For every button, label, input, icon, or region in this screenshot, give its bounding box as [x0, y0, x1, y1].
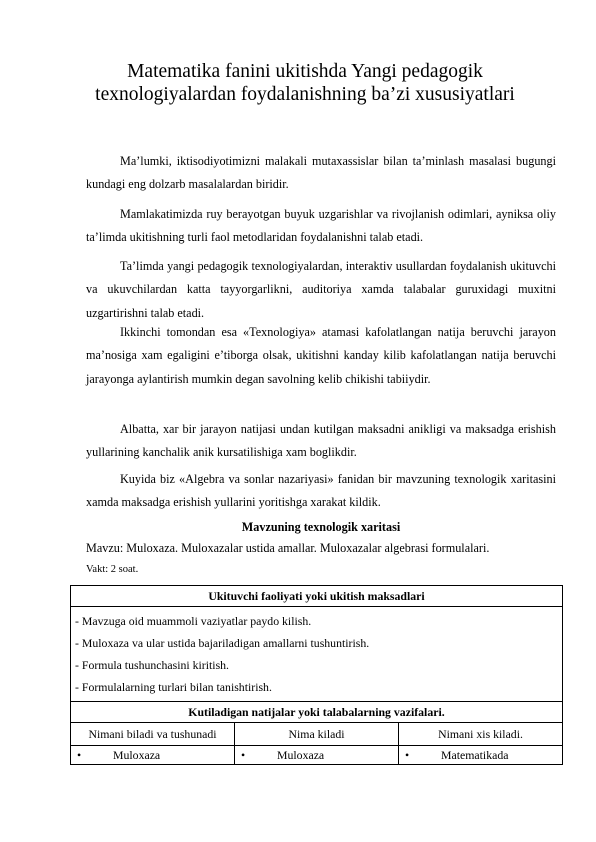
- goal-item: - Formula tushunchasini kiritish.: [75, 658, 230, 672]
- cell-text: Muloxaza: [113, 747, 161, 762]
- table-row: [71, 746, 563, 765]
- table-cell: [71, 746, 235, 765]
- document-title: Matematika fanini ukitishda Yangi pedagogik texnologiyalardan foydalanishning ba’zi xususiyatlari: [95, 61, 515, 105]
- paragraph-5: Albatta, xar bir jarayon natijasi undan kutilgan maksadni anikligi va maksadga erishish yullarining kanchalik anik kursatilishiga xam boglikdir.: [86, 422, 556, 460]
- paragraph-2: Mamlakatimizda ruy berayotgan buyuk uzgarishlar va rivojlanish odimlari, ayniksa oliy ta’limda ukitishning turli faol metodlaridan foydalanishni talab etadi.: [86, 207, 556, 245]
- goal-item: - Formulalarning turlari bilan tanishtirish.: [75, 680, 272, 694]
- topic-line: Mavzu: Muloxaza. Muloxazalar ustida amallar. Muloxazalar algebrasi formulalari.: [86, 541, 490, 555]
- goal-item: - Mavzuga oid muammoli vaziyatlar paydo kilish.: [75, 614, 312, 628]
- time-line: Vakt: 2 soat.: [86, 564, 139, 575]
- table-goals-cell: [71, 607, 563, 702]
- paragraph-1: Ma’lumki, iktisodiyotimizni malakali mutaxassislar bilan ta’minlash masalasi bugungi kundagi eng dolzarb masalalardan biridir.: [86, 154, 556, 192]
- cell-text: Muloxaza: [277, 747, 325, 762]
- bullet-icon: •: [405, 747, 410, 762]
- column-header-does: Nima kiladi: [235, 723, 399, 746]
- cell-text: Matematikada: [441, 747, 509, 762]
- section-heading: Mavzuning texnologik xaritasi: [241, 520, 401, 534]
- goal-item: - Muloxaza va ular ustida bajariladigan amallarni tushuntirish.: [75, 636, 370, 650]
- paragraph-4: Ikkinchi tomondan esa «Texnologiya» atamasi kafolatlangan natija beruvchi jarayon ma’nosiga xam egaligini e’tiborga olsak, ukitishni kanday kilib kafolatlangan natija beruvchi jarayonga aylantirish mumkin degan savolning kelib chikishi tabiiydir.: [86, 325, 556, 386]
- table-cell: [399, 746, 563, 765]
- paragraph-6: Kuyida biz «Algebra va sonlar nazariyasi» fanidan bir mavzuning texnologik xaritasini xamda maksadga erishish yullarini yoritishga xarakat kildik.: [86, 472, 556, 510]
- column-header-feels: Nimani xis kiladi.: [399, 723, 563, 746]
- paragraph-3: Ta’limda yangi pedagogik texnologiyalardan, interaktiv usullardan foydalanish ukituvchi va ukuvchilardan katta tayyorgarlikni, auditoriya xamda talabalar guruxidagi muxitni uzgartirishni talab etadi.: [86, 259, 556, 320]
- table-header-teacher-goals: Ukituvchi faoliyati yoki ukitish maksadlari: [71, 586, 563, 607]
- column-header-knows: Nimani biladi va tushunadi: [71, 723, 235, 746]
- bullet-icon: •: [241, 747, 246, 762]
- table-goals-row: [71, 607, 563, 702]
- bullet-icon: •: [77, 747, 82, 762]
- table-cell: [235, 746, 399, 765]
- table-column-header-row: [71, 723, 563, 746]
- table-header-row: [71, 586, 563, 607]
- technology-map-table: [70, 585, 563, 765]
- table-header-expected-results: Kutiladigan natijalar yoki talabalarning vazifalari.: [71, 702, 563, 723]
- table-header-row: [71, 702, 563, 723]
